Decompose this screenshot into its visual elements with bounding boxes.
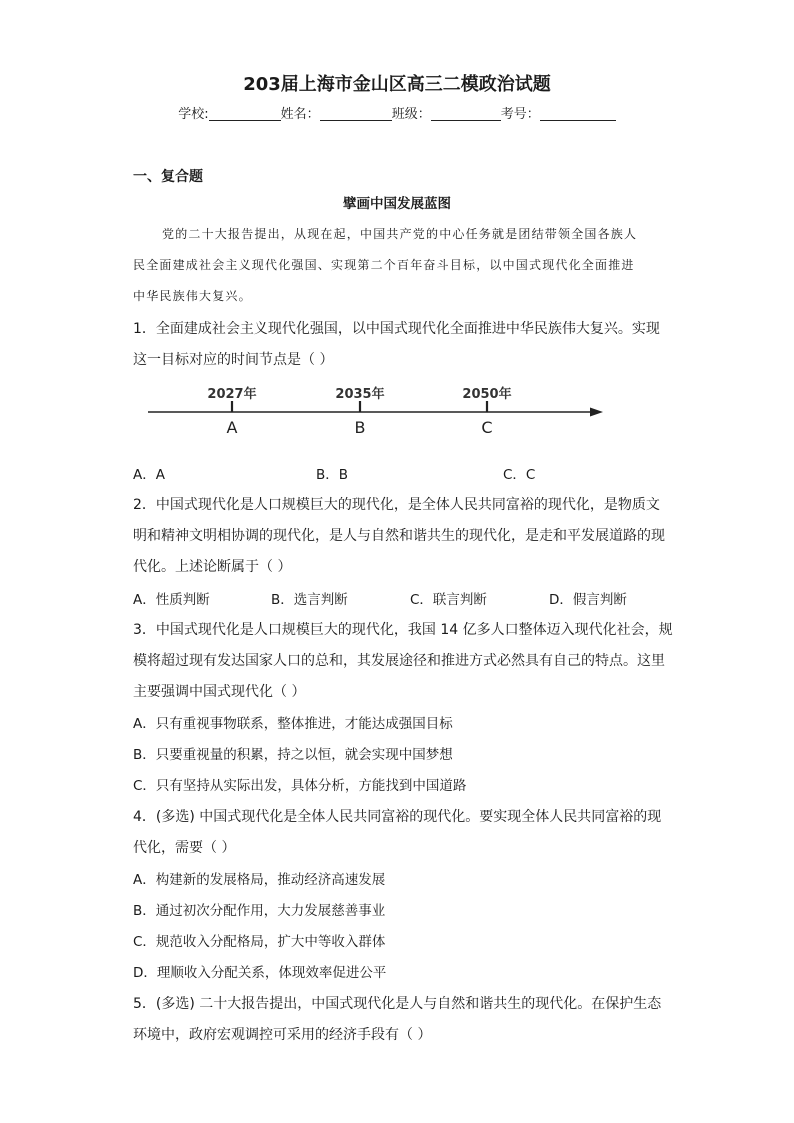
q4-option-a[interactable]: A．构建新的发展格局，推动经济高速发展 [133, 872, 386, 888]
student-info-fields [0, 103, 794, 122]
q2-option-b[interactable]: B．选言判断 [271, 592, 348, 608]
q1-option-c[interactable]: C．C [503, 467, 536, 483]
school-label: 学校: [178, 107, 209, 122]
passage-line: 中华民族伟大复兴。 [133, 289, 252, 303]
section-heading: 一、复合题 [133, 169, 203, 185]
passage-line: 党的二十大报告提出，从现在起，中国共产党的中心任务就是团结带领全国各族人 [162, 227, 638, 241]
q2-stem-line: 明和精神文明相协调的现代化，是人与自然和谐共生的现代化，是走和平发展道路的现 [133, 528, 665, 544]
name-field[interactable] [320, 106, 392, 121]
q1-stem-line: 1．全面建成社会主义现代化强国，以中国式现代化全面推进中华民族伟大复兴。实现 [133, 321, 660, 337]
exam-no-field[interactable] [540, 106, 616, 121]
q2-option-a[interactable]: A．性质判断 [133, 592, 210, 608]
passage-line: 民全面建成社会主义现代化强国、实现第二个百年奋斗目标，以中国式现代化全面推进 [133, 258, 635, 272]
q1-option-a[interactable]: A．A [133, 467, 165, 483]
q2-option-d[interactable]: D．假言判断 [549, 592, 627, 608]
timeline-point-label: C [481, 418, 493, 437]
timeline-figure [140, 380, 610, 440]
timeline-year-label: 2050年 [462, 387, 512, 402]
timeline-point-label: B [354, 418, 366, 437]
school-field[interactable] [209, 106, 281, 121]
q4-option-d[interactable]: D．理顺收入分配关系，体现效率促进公平 [133, 965, 387, 981]
q5-stem-line: 5．(多选) 二十大报告提出，中国式现代化是人与自然和谐共生的现代化。在保护生态 [133, 996, 662, 1012]
q3-stem-line: 3．中国式现代化是人口规模巨大的现代化，我国 14 亿多人口整体迈入现代化社会，规 [133, 622, 673, 638]
q3-option-a[interactable]: A．只有重视事物联系，整体推进，才能达成强国目标 [133, 716, 453, 732]
q4-stem-line: 4．(多选) 中国式现代化是全体人民共同富裕的现代化。要实现全体人民共同富裕的现 [133, 809, 662, 825]
q5-stem-line: 环境中，政府宏观调控可采用的经济手段有（ ） [133, 1027, 432, 1043]
passage-title: 擘画中国发展蓝图 [343, 196, 451, 212]
q3-stem-line: 主要强调中国式现代化（ ） [133, 684, 306, 700]
timeline-year-label: 2035年 [335, 387, 385, 402]
timeline-arrowhead [590, 408, 603, 417]
q4-option-b[interactable]: B．通过初次分配作用，大力发展慈善事业 [133, 903, 386, 919]
class-label: 班级： [391, 107, 431, 122]
q1-option-b[interactable]: B．B [316, 467, 349, 483]
q4-stem-line: 代化，需要（ ） [133, 840, 236, 856]
q1-stem-line: 这一目标对应的时间节点是（ ） [133, 352, 334, 368]
class-field[interactable] [431, 106, 501, 121]
exam-no-label: 考号： [500, 107, 540, 122]
q4-option-c[interactable]: C．规范收入分配格局，扩大中等收入群体 [133, 934, 386, 950]
q2-stem-line: 2．中国式现代化是人口规模巨大的现代化，是全体人民共同富裕的现代化，是物质文 [133, 497, 660, 513]
q3-option-c[interactable]: C．只有坚持从实际出发，具体分析，方能找到中国道路 [133, 778, 467, 794]
q2-option-c[interactable]: C．联言判断 [410, 592, 487, 608]
name-label: 姓名： [280, 107, 320, 122]
q2-stem-line: 代化。上述论断属于（ ） [133, 559, 292, 575]
timeline-year-label: 2027年 [207, 387, 257, 402]
timeline-point-label: A [226, 418, 238, 437]
q3-option-b[interactable]: B．只要重视量的积累，持之以恒，就会实现中国梦想 [133, 747, 453, 763]
page-title: 203届上海市金山区高三二模政治试题 [243, 74, 551, 95]
q3-stem-line: 模将超过现有发达国家人口的总和，其发展途径和推进方式必然具有自己的特点。这里 [133, 653, 665, 669]
